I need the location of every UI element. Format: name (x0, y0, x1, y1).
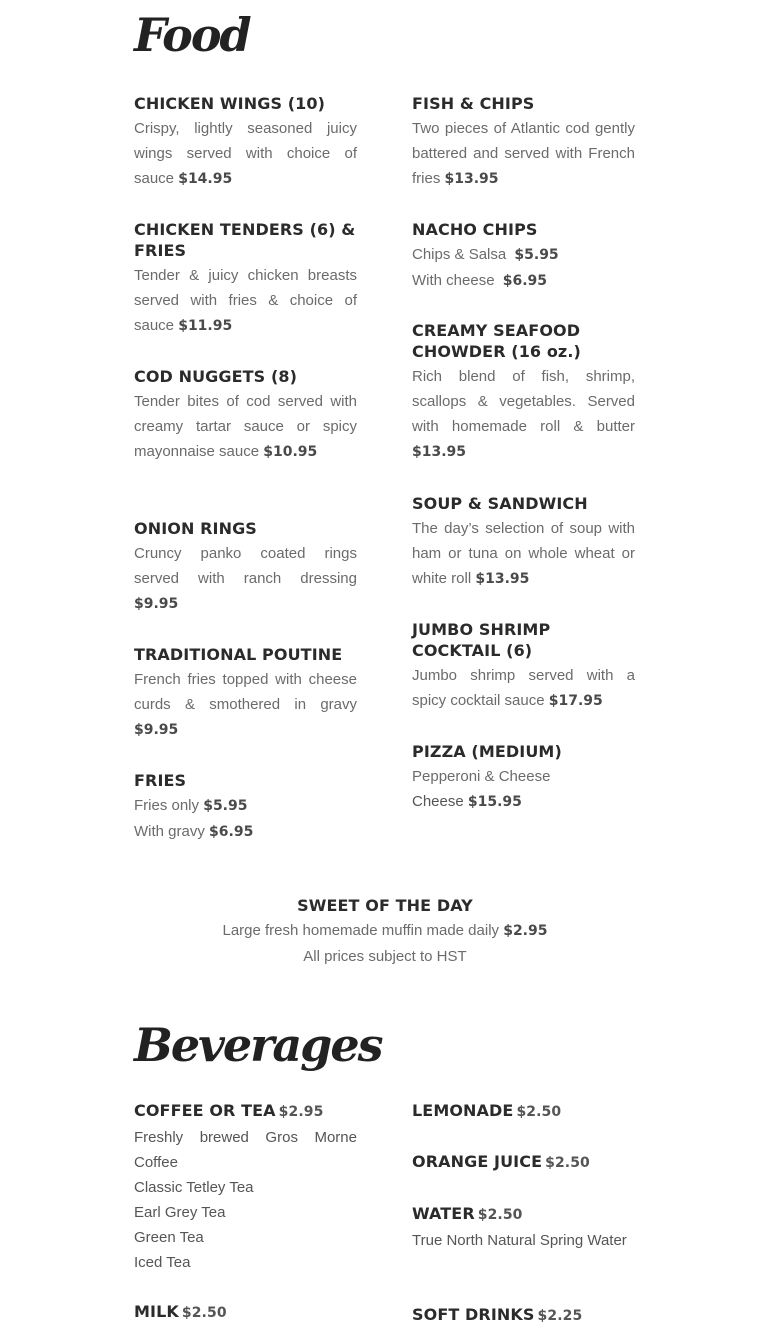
item-option: Classic Tetley Tea (134, 1179, 254, 1196)
item-price: $5.95 (203, 798, 248, 814)
item-price: $6.95 (502, 273, 548, 289)
tax-note: All prices subject to HST (303, 948, 467, 965)
item-option: With gravy $6.95 (134, 823, 254, 840)
item-option: Pepperoni & Cheese (412, 768, 551, 785)
item-price: $15.95 (467, 794, 522, 810)
item-name: ORANGE JUICE $2.50 (412, 1152, 590, 1171)
item-option: Earl Grey Tea (134, 1204, 226, 1221)
item-price: $9.95 (134, 596, 179, 612)
item-description: Tender bites of cod served with creamy tartar sauce or spicy mayonnaise sauce $10.95 (134, 393, 357, 460)
item-description: Two pieces of Atlantic cod gently battered and served with French fries $13.95 (412, 120, 635, 187)
menu-item-fish-chips (412, 93, 635, 192)
item-description: Jumbo shrimp served with a spicy cocktail sauce $17.95 (412, 667, 635, 709)
item-price: $2.50 (181, 1305, 227, 1321)
item-name: CHICKEN TENDERS (6) & FRIES (134, 220, 356, 260)
item-description: True North Natural Spring Water (412, 1232, 627, 1249)
item-name: CHICKEN WINGS (10) (134, 94, 326, 113)
beverage-orange-juice (412, 1151, 635, 1174)
item-option: With cheese $6.95 (412, 272, 548, 289)
item-option: Green Tea (134, 1229, 204, 1246)
menu-item-cod-nuggets (134, 366, 357, 465)
beverage-coffee-tea (134, 1100, 357, 1275)
item-name: SOUP & SANDWICH (412, 494, 588, 513)
menu-item-nacho-chips (412, 219, 635, 294)
item-description: The day’s selection of soup with ham or tuna on whole wheat or white roll $13.95 (412, 520, 635, 587)
item-description: Cruncy panko coated rings served with ranch dressing $9.95 (134, 545, 357, 612)
item-price: $2.50 (545, 1155, 590, 1171)
sweet-title: SWEET OF THE DAY (297, 896, 473, 915)
menu-item-soup-sandwich (412, 493, 635, 592)
beverage-soft-drinks (412, 1304, 635, 1327)
sweet-price: $2.95 (503, 923, 548, 939)
item-name: COD NUGGETS (8) (134, 367, 298, 386)
item-price: $13.95 (412, 444, 467, 460)
item-price: $14.95 (178, 171, 233, 187)
item-name: CREAMY SEAFOOD CHOWDER (16 oz.) (412, 321, 581, 361)
item-price: $11.95 (178, 318, 233, 334)
item-description: Tender & juicy chicken breasts served with fries & choice of sauce $11.95 (134, 267, 357, 334)
item-option: Fries only $5.95 (134, 797, 248, 814)
item-price: $2.50 (516, 1104, 562, 1120)
item-name: TRADITIONAL POUTINE (134, 645, 343, 664)
menu-item-seafood-chowder (412, 320, 635, 465)
item-price: $2.25 (537, 1308, 583, 1324)
item-price: $2.50 (477, 1207, 523, 1223)
sweet-description: Large fresh homemade muffin made daily $2.95 (222, 922, 548, 939)
item-name: MILK $2.50 (134, 1302, 227, 1321)
item-name: COFFEE OR TEA $2.95 (134, 1101, 324, 1120)
item-description: French fries topped with cheese curds & smothered in gravy $9.95 (134, 671, 357, 738)
item-price: $2.95 (278, 1104, 324, 1120)
item-description: Rich blend of fish, shrimp, scallops & vegetables. Served with homemade roll & butter $13.95 (412, 368, 635, 460)
menu-item-chicken-tenders (134, 219, 357, 339)
item-name: ONION RINGS (134, 519, 257, 538)
item-price: $5.95 (514, 247, 559, 263)
item-name: WATER $2.50 (412, 1204, 523, 1223)
menu-item-shrimp-cocktail (412, 619, 635, 714)
item-name: JUMBO SHRIMP COCKTAIL (6) (412, 620, 551, 660)
menu-item-chicken-wings (134, 93, 357, 192)
sweet-of-the-day (0, 895, 770, 969)
item-name: PIZZA (MEDIUM) (412, 742, 562, 761)
beverage-water (412, 1203, 635, 1253)
item-price: $13.95 (475, 571, 530, 587)
beverage-lemonade (412, 1100, 635, 1123)
item-name: NACHO CHIPS (412, 220, 538, 239)
item-price: $13.95 (444, 171, 499, 187)
item-name: SOFT DRINKS $2.25 (412, 1305, 583, 1324)
food-section-title: Food (134, 8, 250, 62)
item-option: Iced Tea (134, 1254, 191, 1271)
menu-item-fries (134, 770, 357, 845)
item-option: Chips & Salsa $5.95 (412, 246, 559, 263)
item-description: Freshly brewed Gros Morne Coffee (134, 1129, 357, 1171)
item-name: LEMONADE $2.50 (412, 1101, 562, 1120)
item-price: $6.95 (209, 824, 254, 840)
menu-item-poutine (134, 644, 357, 743)
menu-item-onion-rings (134, 518, 357, 617)
beverages-section-title: Beverages (134, 1018, 382, 1072)
beverage-milk (134, 1301, 357, 1324)
item-description: Crispy, lightly seasoned juicy wings served with choice of sauce $14.95 (134, 120, 357, 187)
item-name: FRIES (134, 771, 187, 790)
item-price: $10.95 (263, 444, 318, 460)
item-option: Cheese $15.95 (412, 793, 522, 810)
menu-item-pizza (412, 741, 635, 815)
item-name: FISH & CHIPS (412, 94, 535, 113)
item-price: $9.95 (134, 722, 179, 738)
item-price: $17.95 (548, 693, 603, 709)
